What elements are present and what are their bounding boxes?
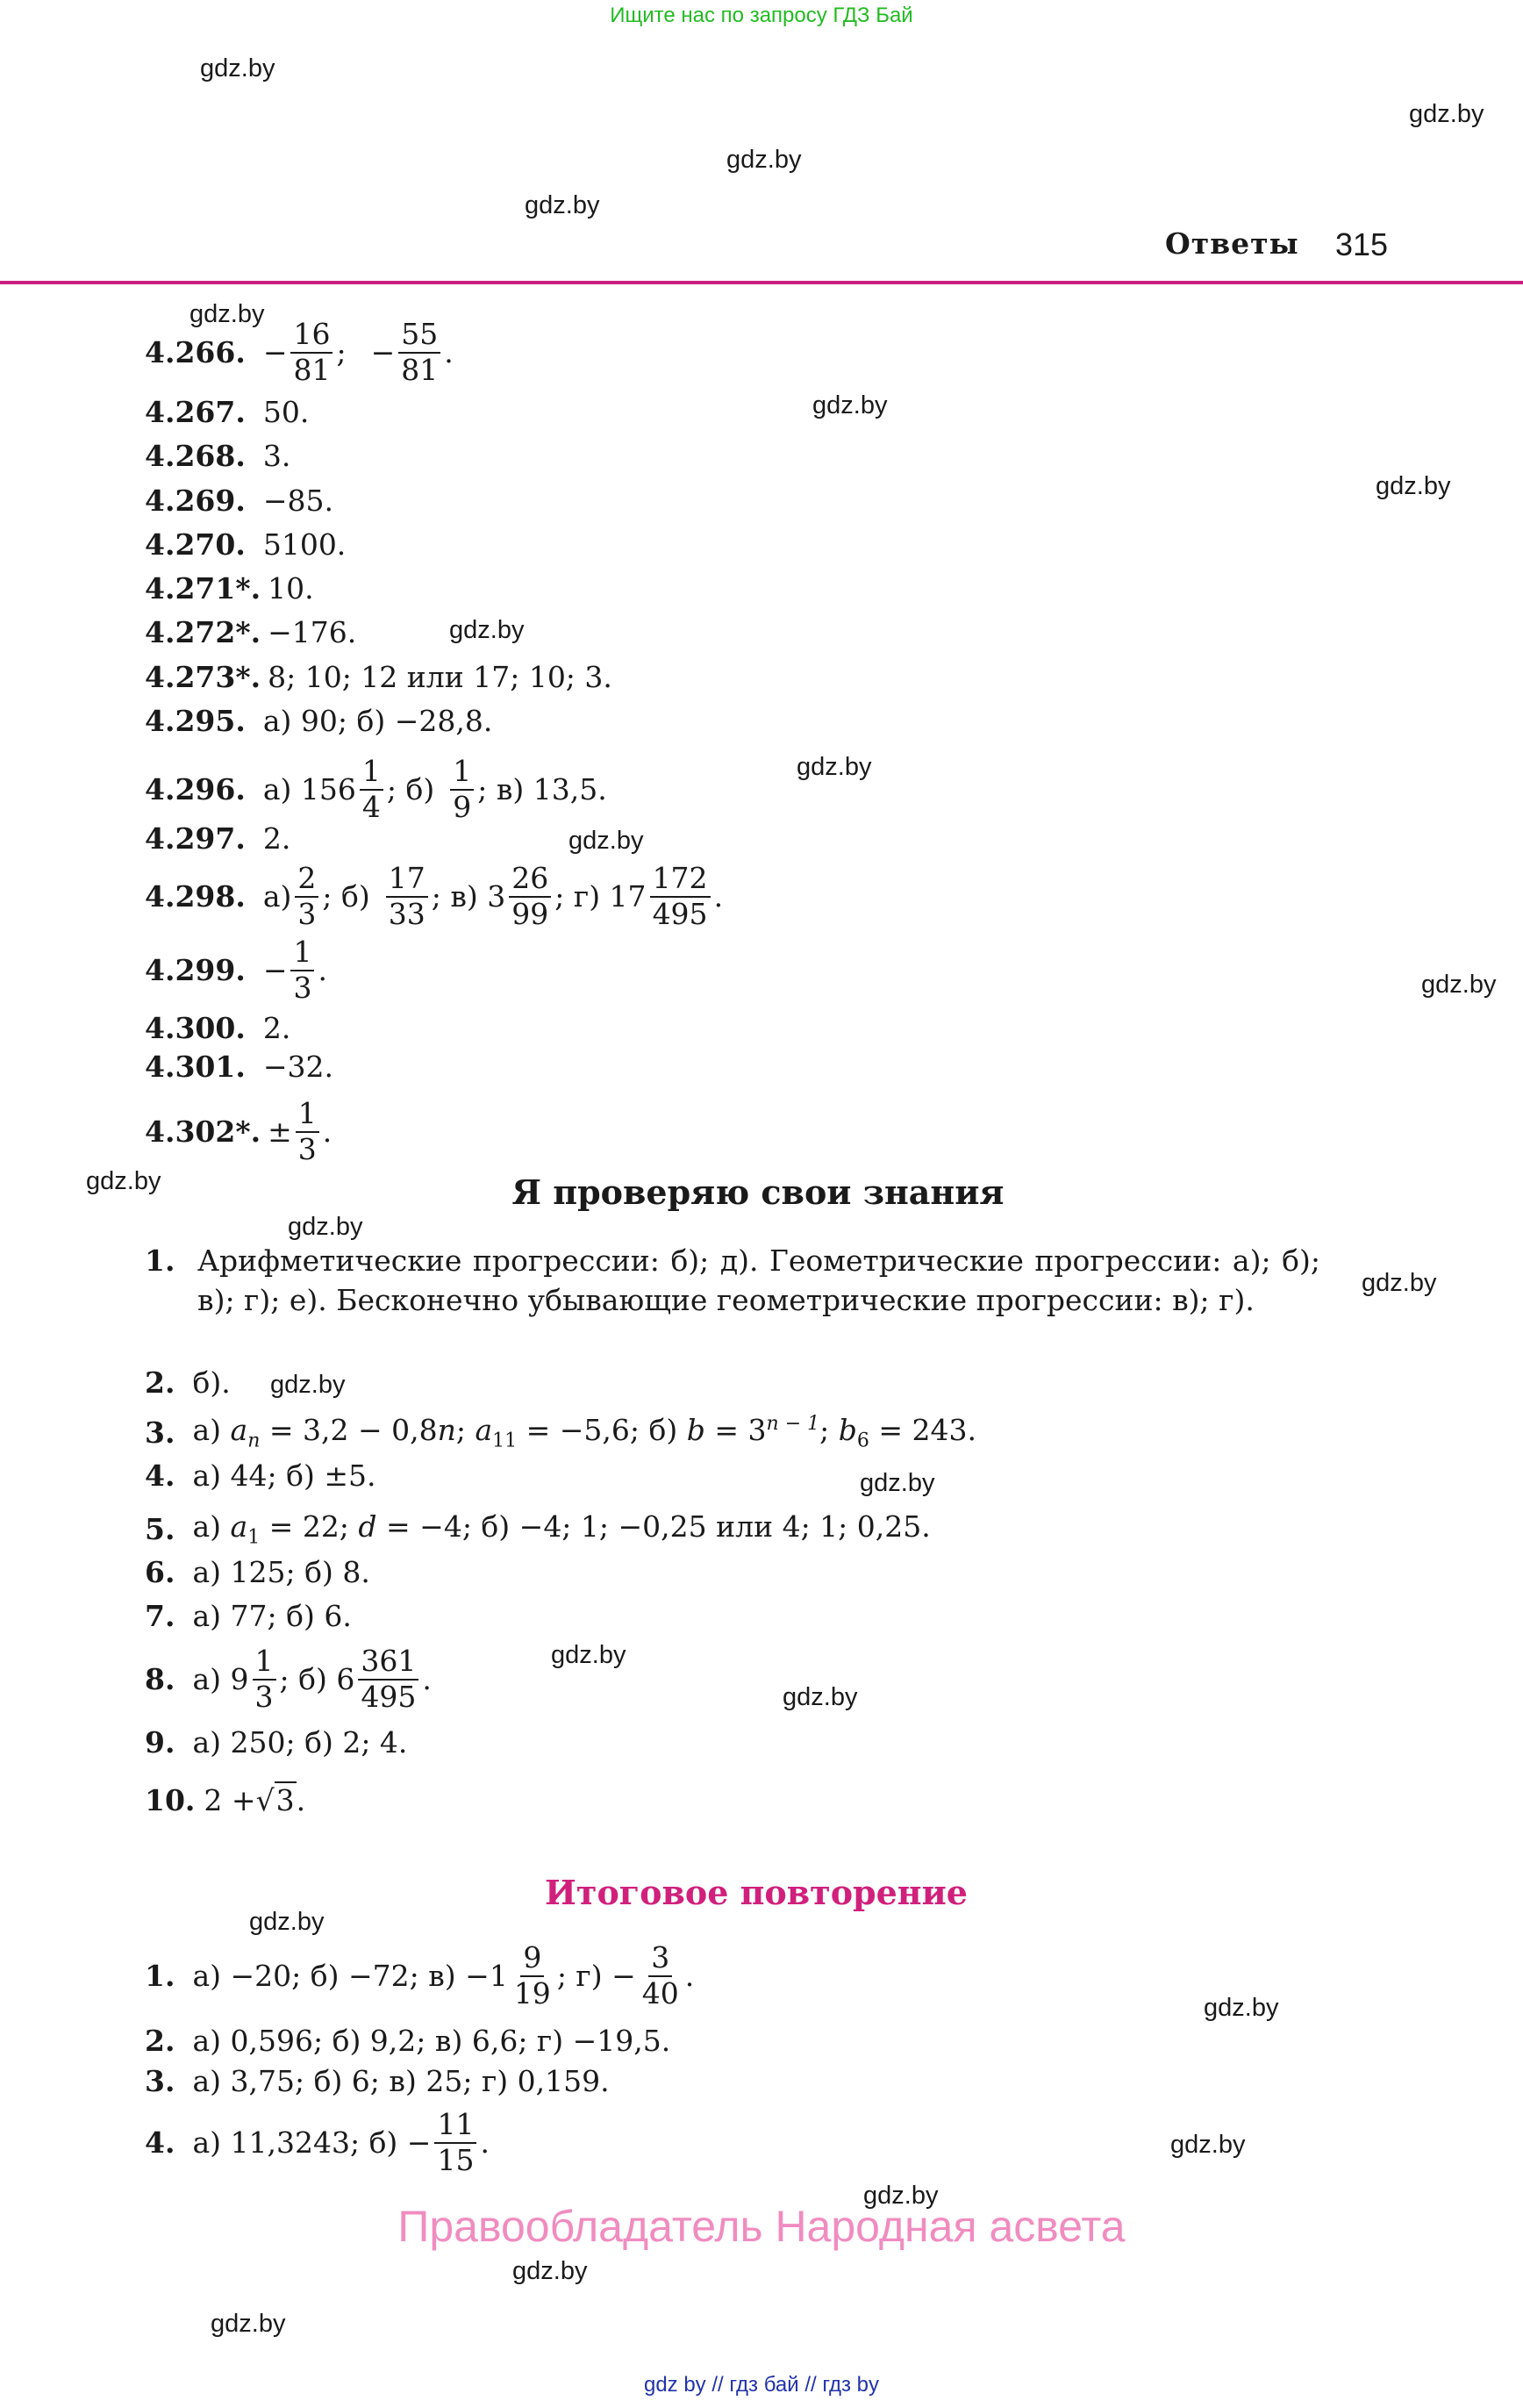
fraction: $\frac{17}{33}$ <box>386 864 428 929</box>
top-banner: Ищите нас по запросу ГДЗ Бай <box>610 4 913 27</box>
answer-row: 4.296. а) 156 $\frac{1}{4}$ ; б) $\frac{1}{9}$ ; в) 13,5. <box>145 754 607 824</box>
review-item: 3. а) 3,75; б) 6; в) 25; г) 0,159. <box>145 2064 610 2098</box>
check-item: 7. а) 77; б) 6. <box>145 1599 352 1633</box>
fraction: $\frac{1}{4}$ <box>360 756 383 822</box>
watermark: gdz.by <box>860 1469 935 1497</box>
fraction: $\frac{172}{495}$ <box>650 864 711 929</box>
answer-row: 4.270. 5100. <box>145 527 347 562</box>
watermark: gdz.by <box>726 146 802 174</box>
review-item: 4. а) 11,3243; б) − $\frac{11}{15}$ . <box>145 2107 490 2177</box>
answer-row: 4.273*. 8; 10; 12 или 17; 10; 3. <box>145 660 612 694</box>
check-item: 2. б). <box>145 1365 231 1400</box>
watermark: gdz.by <box>512 2257 588 2285</box>
answer-row: 4.271*. 10. <box>145 571 314 606</box>
rights-holder-notice: Правообладатель Народная асвета <box>397 2202 1126 2251</box>
answer-row: 4.267. 50. <box>145 395 310 429</box>
watermark: gdz.by <box>1421 971 1497 999</box>
running-header-title: Ответы <box>1165 226 1299 261</box>
watermark: gdz.by <box>1204 1994 1279 2022</box>
watermark: gdz.by <box>249 1908 325 1936</box>
check-item: 1. Арифметические прогрессии: б); д). Геометрические прогрессии: а); б); в); г); е). Бесконечно убывающие геометрические прогрессии: в); г). <box>145 1243 1320 1317</box>
watermark: gdz.by <box>551 1641 626 1669</box>
watermark: gdz.by <box>812 391 888 419</box>
review-item: 1. а) −20; б) −72; в) −1 $\frac{9}{19}$ ; г) − $\frac{3}{40}$ . <box>145 1940 695 2010</box>
fraction: $\frac{2}{3}$ <box>295 864 318 929</box>
fraction: $\frac{9}{19}$ <box>513 1940 551 2010</box>
watermark: gdz.by <box>1362 1269 1437 1297</box>
check-item: 4. а) 44; б) ±5. <box>145 1458 376 1493</box>
answer-row: 4.266. − $\frac{16}{81}$ ; − $\frac{55}{81}$ . <box>145 317 454 387</box>
answer-row: 4.272*. −176. <box>145 615 357 649</box>
answer-row: 4.299. − $\frac{1}{3}$ . <box>145 935 327 1005</box>
fraction: $\frac{26}{99}$ <box>509 864 551 929</box>
watermark: gdz.by <box>288 1213 363 1241</box>
answer-row: 4.295. а) 90; б) −28,8. <box>145 704 493 738</box>
watermark: gdz.by <box>211 2310 286 2338</box>
fraction: $\frac{3}{40}$ <box>641 1940 679 2010</box>
answer-row: 4.302*. ± $\frac{1}{3}$ . <box>145 1096 332 1166</box>
answer-row: 4.298. а) $\frac{2}{3}$ ; б) $\frac{17}{33}$ ; в) 3 $\frac{26}{99}$ ; г) 17 $\frac{172}{495}$ . <box>145 861 724 931</box>
check-item: 10. 2 + √3 . <box>145 1783 306 1817</box>
watermark: gdz.by <box>270 1371 346 1399</box>
watermark: gdz.by <box>1409 100 1484 128</box>
watermark: gdz.by <box>1376 472 1451 500</box>
watermark: gdz.by <box>1170 2131 1246 2159</box>
fraction: $\frac{1}{3}$ <box>253 1646 276 1712</box>
watermark: gdz.by <box>783 1683 858 1711</box>
watermark: gdz.by <box>200 54 275 82</box>
fraction: $\frac{1}{3}$ <box>296 1099 319 1165</box>
fraction: $\frac{1}{3}$ <box>290 937 314 1003</box>
check-item: 9. а) 250; б) 2; 4. <box>145 1725 408 1759</box>
watermark: gdz.by <box>568 827 644 855</box>
watermark: gdz.by <box>86 1167 161 1195</box>
check-item: 8. а) 9 $\frac{1}{3}$ ; б) 6 $\frac{361}{495}$ . <box>145 1644 432 1714</box>
check-item: 3. а) $a_n = 3,2 - 0,8n$; $a_{11} = -5,6$; б) $b = 3^{n - 1}$; $b_6 = 243$. <box>145 1413 976 1452</box>
review-item: 2. а) 0,596; б) 9,2; в) 6,6; г) −19,5. <box>145 2024 671 2058</box>
answer-row: 4.297. 2. <box>145 821 291 856</box>
answer-row: 4.268. 3. <box>145 439 291 473</box>
watermark: gdz.by <box>797 753 872 781</box>
fraction: $\frac{1}{9}$ <box>450 756 474 822</box>
answer-row: 4.269. −85. <box>145 484 333 518</box>
fraction: $\frac{55}{81}$ <box>398 319 440 385</box>
fraction: $\frac{16}{81}$ <box>290 319 332 385</box>
footer-links[interactable]: gdz by // гдз бай // гдз by <box>643 2373 880 2397</box>
watermark: gdz.by <box>525 191 600 219</box>
section-title: Я проверяю свои знания <box>511 1172 1005 1212</box>
check-item: 5. а) $a_1 = 22$; d = −4; б) −4; 1; −0,25 или 4; 1; 0,25. <box>145 1509 931 1549</box>
watermark: gdz.by <box>863 2182 939 2210</box>
fraction: $\frac{361}{495}$ <box>358 1646 418 1712</box>
watermark: gdz.by <box>189 300 265 328</box>
check-item: 6. а) 125; б) 8. <box>145 1555 370 1589</box>
page-number: 315 <box>1335 226 1389 262</box>
header-rule <box>0 281 1523 284</box>
answer-row: 4.301. −32. <box>145 1050 333 1084</box>
sqrt-radicand: 3 <box>275 1783 295 1817</box>
watermark: gdz.by <box>449 616 525 644</box>
fraction: $\frac{11}{15}$ <box>434 2110 476 2175</box>
answer-row: 4.300. 2. <box>145 1011 291 1045</box>
section-title: Итоговое повторение <box>545 1873 968 1912</box>
